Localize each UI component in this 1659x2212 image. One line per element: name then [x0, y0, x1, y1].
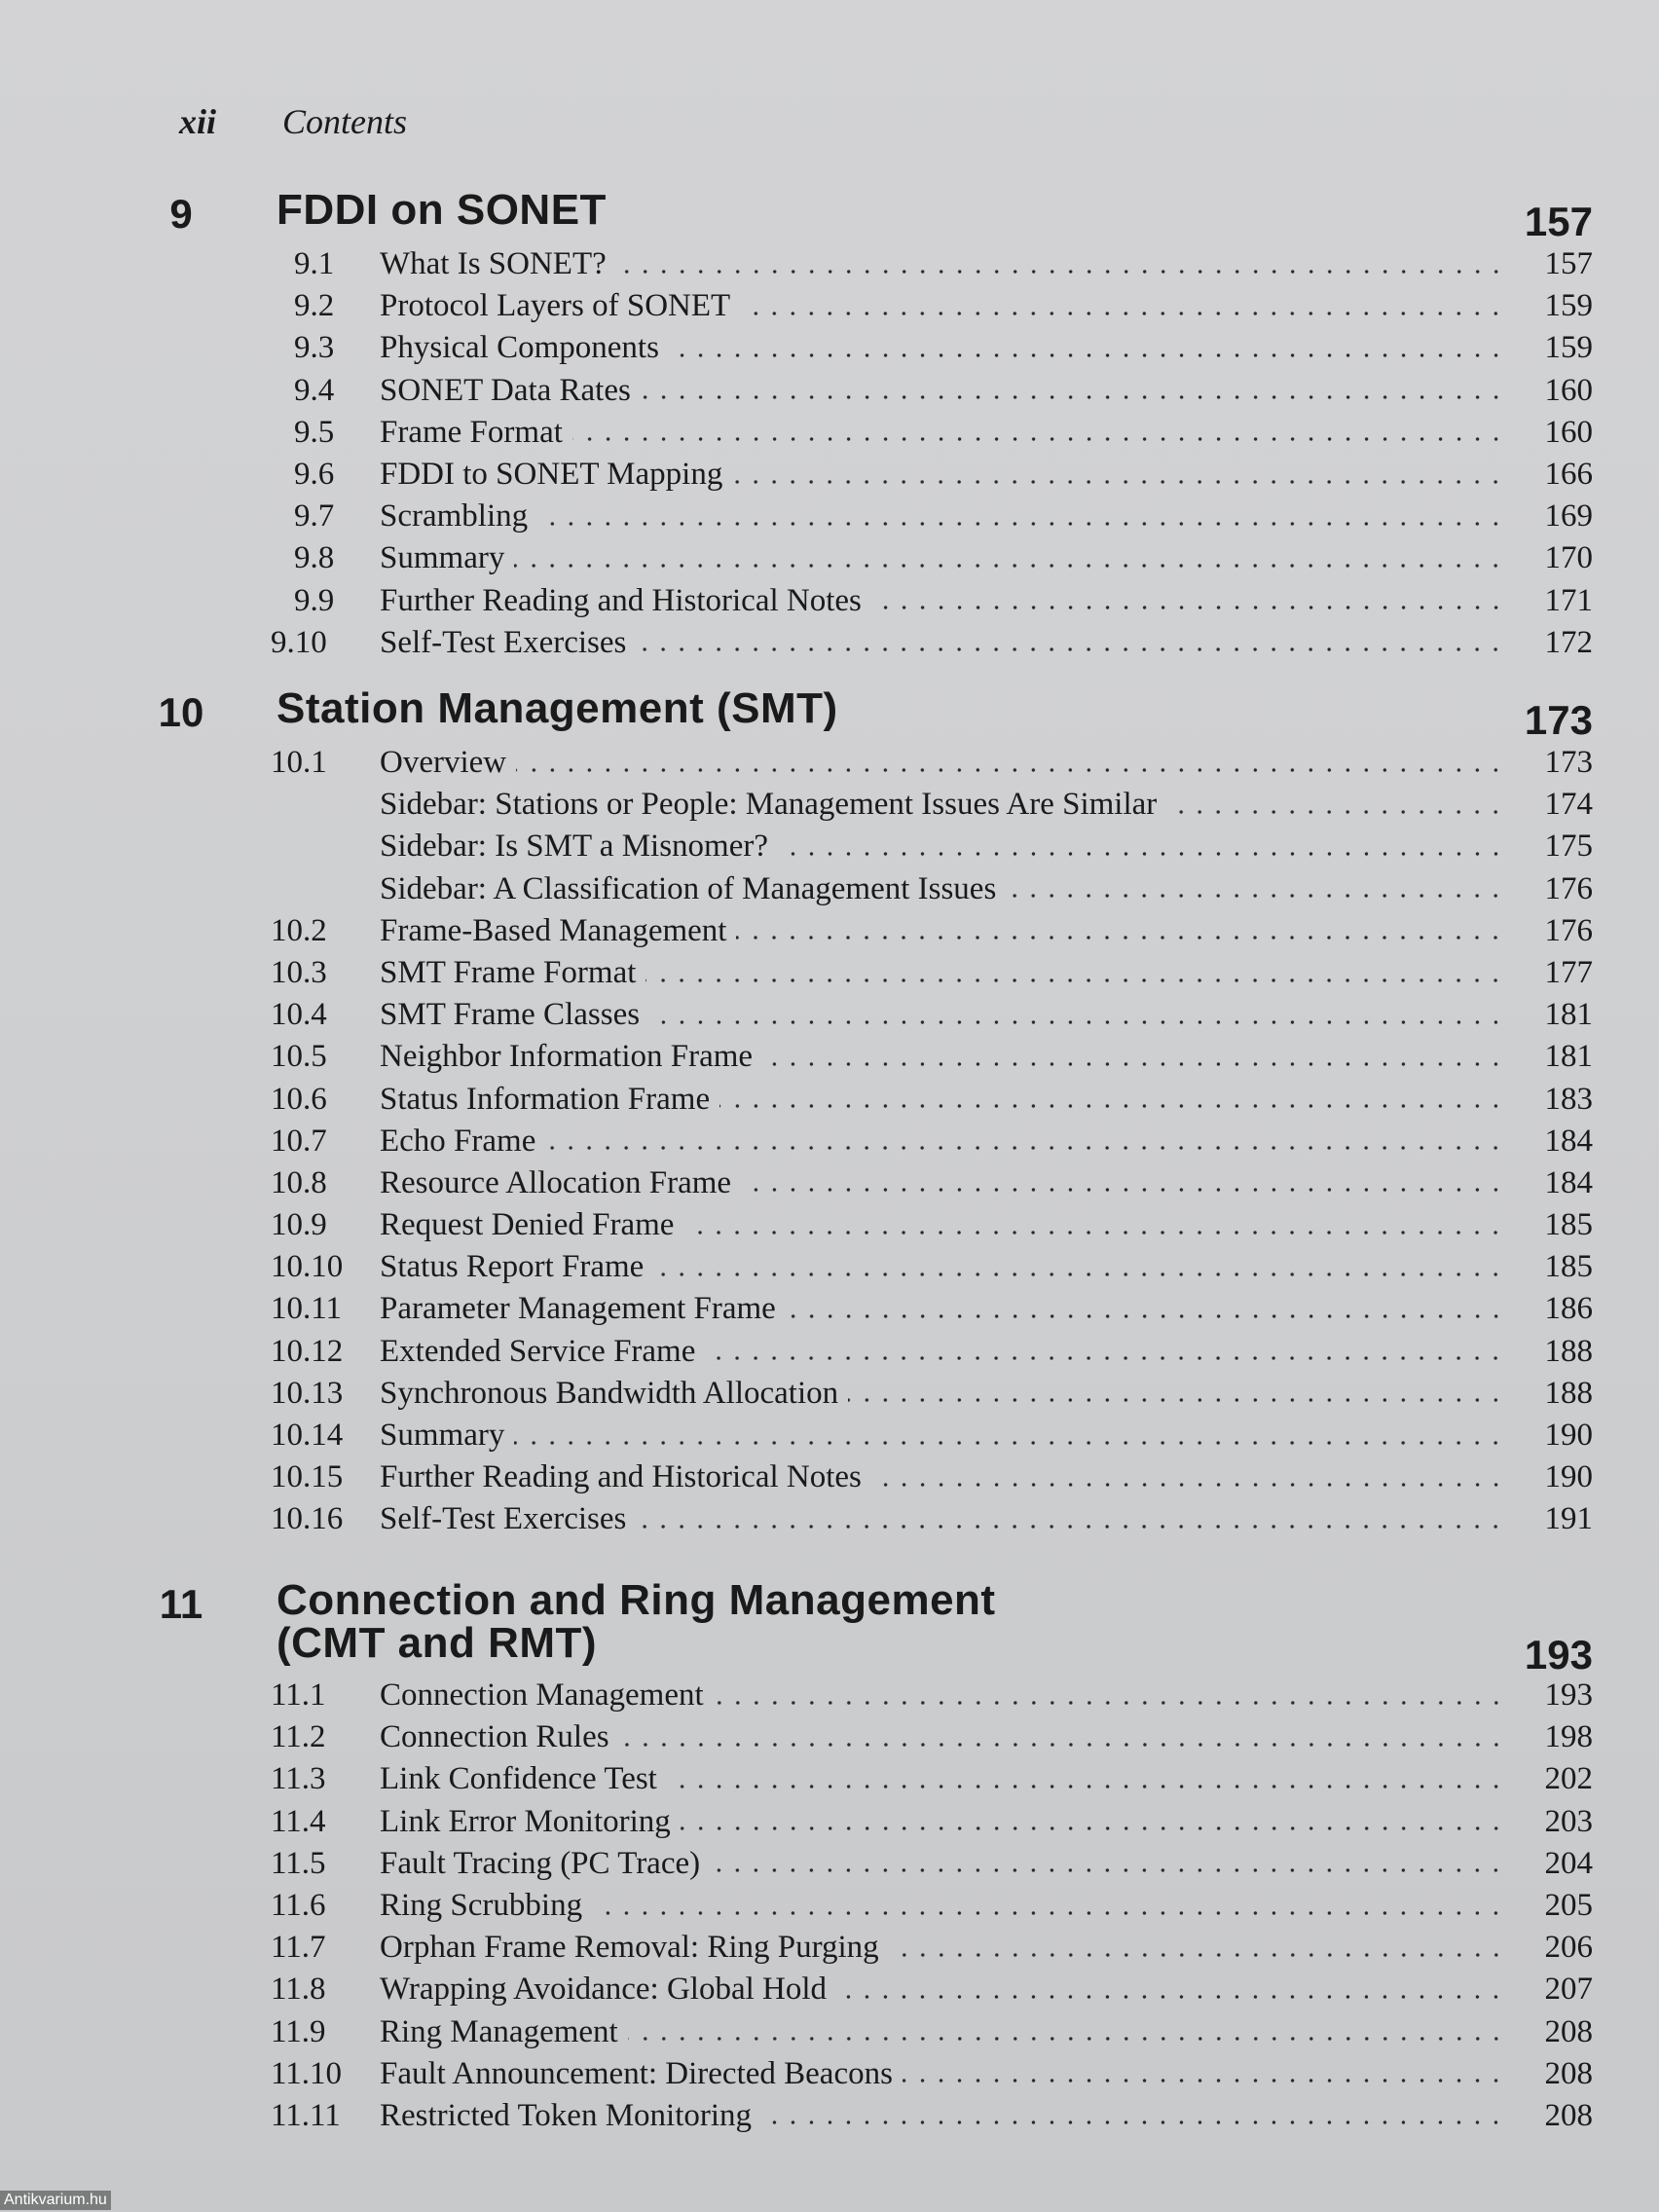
section-number: 9.7 — [294, 498, 335, 535]
dot-leader — [516, 768, 1505, 772]
dot-leader — [616, 270, 1505, 274]
toc-entry — [0, 910, 1659, 952]
section-title: Summary — [380, 1418, 505, 1453]
section-title: Self-Test Exercises — [380, 1501, 627, 1537]
dot-leader — [645, 978, 1505, 982]
toc-entry — [0, 580, 1659, 622]
toc-entry — [0, 1885, 1659, 1927]
section-page-number: 185 — [1544, 1207, 1593, 1243]
section-number: 10.8 — [271, 1164, 327, 1200]
section-number: 11.8 — [271, 1972, 326, 2008]
section-page-number: 188 — [1544, 1333, 1593, 1369]
chapter-entries — [0, 1675, 1659, 2137]
entry-line — [380, 868, 1593, 910]
toc-entry — [0, 537, 1659, 579]
section-number: 11.2 — [271, 1719, 326, 1755]
dot-leader — [786, 1314, 1505, 1318]
entry-line — [380, 952, 1593, 994]
section-page-number: 186 — [1544, 1291, 1593, 1327]
toc-entry — [0, 1288, 1659, 1330]
section-number: 9.8 — [294, 540, 335, 576]
dot-leader — [1006, 894, 1505, 898]
section-title: Resource Allocation Frame — [380, 1164, 732, 1200]
section-title: Fault Tracing (PC Trace) — [380, 1845, 701, 1881]
entry-line — [380, 2053, 1593, 2095]
toc-entry — [0, 243, 1659, 285]
section-number: 11.3 — [271, 1761, 326, 1797]
section-title: Restricted Token Monitoring — [380, 2097, 753, 2133]
dot-leader — [683, 1231, 1505, 1235]
section-page-number: 207 — [1544, 1972, 1593, 2008]
section-number: 10.14 — [271, 1418, 344, 1453]
section-title: Extended Service Frame — [380, 1333, 696, 1369]
toc-entry — [0, 327, 1659, 369]
section-number: 10.2 — [271, 912, 327, 948]
entry-line — [380, 1927, 1593, 1969]
toc-entry — [0, 1331, 1659, 1373]
section-number: 9.10 — [271, 624, 327, 660]
toc-entry — [0, 412, 1659, 454]
section-page-number: 202 — [1544, 1761, 1593, 1797]
entry-line — [380, 622, 1593, 664]
section-number: 10.15 — [271, 1459, 344, 1495]
dot-leader — [514, 564, 1505, 568]
section-number: 9.2 — [294, 288, 335, 324]
watermark: Antikvarium.hu — [0, 2191, 111, 2210]
entry-line — [380, 1885, 1593, 1927]
page-title: Contents — [282, 102, 408, 141]
entry-line — [380, 1079, 1593, 1121]
entry-line — [380, 910, 1593, 952]
section-number: 9.1 — [294, 246, 335, 281]
entry-line — [380, 412, 1593, 454]
chapter-entries — [0, 243, 1659, 664]
dot-leader — [649, 1020, 1505, 1024]
entry-line — [380, 1036, 1593, 1078]
dot-leader — [619, 1743, 1505, 1747]
toc-entry — [0, 1456, 1659, 1498]
entry-line — [380, 1801, 1593, 1843]
section-page-number: 169 — [1544, 498, 1593, 535]
section-number: 9.4 — [294, 372, 335, 408]
dot-leader — [836, 1995, 1505, 1999]
section-number: 11.9 — [271, 2013, 326, 2049]
section-title: Scrambling — [380, 498, 529, 535]
section-page-number: 157 — [1544, 246, 1593, 281]
entry-line — [380, 1204, 1593, 1246]
dot-leader — [705, 1356, 1505, 1360]
dot-leader — [537, 522, 1505, 526]
toc-entry — [0, 1927, 1659, 1969]
entry-line — [380, 1415, 1593, 1456]
entry-line — [380, 994, 1593, 1036]
entry-line — [380, 243, 1593, 285]
section-page-number: 177 — [1544, 954, 1593, 990]
toc-entry — [0, 868, 1659, 910]
dot-leader — [641, 395, 1505, 399]
entry-line — [380, 496, 1593, 537]
toc-entry — [0, 1801, 1659, 1843]
section-page-number: 160 — [1544, 414, 1593, 450]
entry-line — [380, 1456, 1593, 1498]
dot-leader — [514, 1441, 1505, 1445]
section-title: SMT Frame Format — [380, 954, 637, 990]
section-number: 11.11 — [271, 2097, 341, 2133]
entry-line — [380, 1498, 1593, 1540]
toc-entry — [0, 1969, 1659, 2010]
dot-leader — [628, 2037, 1505, 2041]
section-page-number: 160 — [1544, 372, 1593, 408]
toc-entry — [0, 1498, 1659, 1540]
section-number: 10.1 — [271, 745, 327, 780]
section-title: FDDI to SONET Mapping — [380, 456, 723, 492]
section-title: Self-Test Exercises — [380, 624, 627, 660]
dot-leader — [871, 606, 1505, 609]
section-page-number: 208 — [1544, 2055, 1593, 2091]
section-title: Request Denied Frame — [380, 1207, 675, 1243]
section-number: 9.6 — [294, 456, 335, 492]
section-title: Sidebar: Stations or People: Management Issues Are Similar — [380, 787, 1158, 823]
section-page-number: 184 — [1544, 1164, 1593, 1200]
toc-entry — [0, 1758, 1659, 1800]
toc-entry — [0, 1246, 1659, 1288]
toc-entry — [0, 2011, 1659, 2053]
toc-entry — [0, 1079, 1659, 1121]
entry-line — [380, 454, 1593, 496]
section-number: 10.12 — [271, 1333, 344, 1369]
section-number: 11.7 — [271, 1930, 326, 1966]
entry-line — [380, 2095, 1593, 2137]
section-page-number: 171 — [1544, 582, 1593, 618]
toc-entry — [0, 1716, 1659, 1758]
section-title: Orphan Frame Removal: Ring Purging — [380, 1930, 879, 1966]
section-page-number: 205 — [1544, 1887, 1593, 1923]
dot-leader — [545, 1146, 1505, 1150]
toc-entry — [0, 454, 1659, 496]
section-number: 11.6 — [271, 1887, 326, 1923]
section-number: 10.16 — [271, 1501, 344, 1537]
section-page-number: 208 — [1544, 2013, 1593, 2049]
entry-line — [380, 1331, 1593, 1373]
dot-leader — [714, 1701, 1505, 1705]
dot-leader — [762, 1062, 1505, 1066]
section-title: Further Reading and Historical Notes — [380, 1459, 862, 1495]
section-page-number: 193 — [1544, 1677, 1593, 1713]
toc-entry — [0, 1675, 1659, 1716]
section-title: Overview — [380, 745, 507, 780]
section-page-number: 166 — [1544, 456, 1593, 492]
dot-leader — [741, 1188, 1505, 1192]
section-title: Summary — [380, 540, 505, 576]
entry-line — [380, 1121, 1593, 1162]
section-title: Ring Management — [380, 2013, 618, 2049]
dot-leader — [719, 1104, 1505, 1108]
section-page-number: 184 — [1544, 1123, 1593, 1159]
section-page-number: 176 — [1544, 870, 1593, 906]
chapter-page-number: 193 — [1524, 1632, 1593, 1677]
section-number: 9.3 — [294, 330, 335, 366]
dot-leader — [681, 1826, 1505, 1830]
dot-leader — [871, 1483, 1505, 1487]
chapter-entries — [0, 742, 1659, 1541]
dot-leader — [761, 2120, 1505, 2124]
section-title: SMT Frame Classes — [380, 997, 641, 1033]
dot-leader — [653, 1272, 1505, 1276]
section-page-number: 183 — [1544, 1081, 1593, 1117]
entry-line — [380, 537, 1593, 579]
section-page-number: 188 — [1544, 1375, 1593, 1411]
section-number: 11.5 — [271, 1845, 326, 1881]
section-title: Wrapping Avoidance: Global Hold — [380, 1972, 828, 2008]
section-title: Parameter Management Frame — [380, 1291, 776, 1327]
section-title: Ring Scrubbing — [380, 1887, 583, 1923]
toc-entry — [0, 994, 1659, 1036]
dot-leader — [636, 647, 1505, 651]
section-page-number: 191 — [1544, 1501, 1593, 1537]
entry-line — [380, 1373, 1593, 1415]
section-page-number: 170 — [1544, 540, 1593, 576]
entry-line — [380, 1716, 1593, 1758]
page-number: xii — [179, 102, 217, 141]
section-page-number: 204 — [1544, 1845, 1593, 1881]
entry-line — [380, 580, 1593, 622]
entry-line — [380, 1675, 1593, 1716]
section-page-number: 208 — [1544, 2097, 1593, 2133]
chapter-number: 11 — [159, 1581, 203, 1627]
entry-line — [380, 370, 1593, 412]
section-title: Frame Format — [380, 414, 563, 450]
toc-entry — [0, 1036, 1659, 1078]
section-title: Sidebar: Is SMT a Misnomer? — [380, 829, 769, 865]
section-title: Protocol Layers of SONET — [380, 288, 731, 324]
toc-entry — [0, 1843, 1659, 1885]
dot-leader — [572, 437, 1505, 441]
dot-leader — [667, 1785, 1505, 1788]
section-page-number: 173 — [1544, 745, 1593, 780]
toc-entry — [0, 1373, 1659, 1415]
toc-entry — [0, 952, 1659, 994]
section-page-number: 190 — [1544, 1459, 1593, 1495]
toc-entry — [0, 1415, 1659, 1456]
section-page-number: 176 — [1544, 912, 1593, 948]
section-number: 10.13 — [271, 1375, 344, 1411]
entry-line — [380, 826, 1593, 867]
dot-leader — [736, 936, 1505, 940]
section-title: Link Confidence Test — [380, 1761, 657, 1797]
toc-entry — [0, 1121, 1659, 1162]
section-number: 10.9 — [271, 1207, 327, 1243]
section-page-number: 159 — [1544, 330, 1593, 366]
section-number: 11.1 — [271, 1677, 326, 1713]
section-number: 11.10 — [271, 2055, 343, 2091]
toc-entry — [0, 370, 1659, 412]
toc-entry — [0, 285, 1659, 327]
dot-leader — [636, 1525, 1505, 1529]
section-page-number: 203 — [1544, 1803, 1593, 1839]
entry-line — [380, 1758, 1593, 1800]
toc-entry — [0, 496, 1659, 537]
section-title: Status Information Frame — [380, 1081, 711, 1117]
section-number: 10.4 — [271, 997, 327, 1033]
dot-leader — [1166, 810, 1505, 814]
entry-line — [380, 2011, 1593, 2053]
chapter-page-number: 157 — [1524, 199, 1593, 244]
dot-leader — [903, 2079, 1505, 2083]
section-number: 10.10 — [271, 1249, 344, 1285]
section-title: Frame-Based Management — [380, 912, 727, 948]
section-number: 9.5 — [294, 414, 335, 450]
dot-leader — [778, 852, 1505, 856]
chapter-title: Station Management (SMT) — [276, 684, 838, 732]
section-title: What Is SONET? — [380, 246, 607, 281]
section-number: 9.9 — [294, 582, 335, 618]
section-page-number: 198 — [1544, 1719, 1593, 1755]
chapter-title: Connection and Ring Management — [276, 1576, 996, 1624]
section-title: Physical Components — [380, 330, 659, 366]
section-page-number: 185 — [1544, 1249, 1593, 1285]
section-title: Further Reading and Historical Notes — [380, 582, 862, 618]
toc-entry — [0, 622, 1659, 664]
entry-line — [380, 742, 1593, 784]
entry-line — [380, 1288, 1593, 1330]
entry-line — [380, 327, 1593, 369]
chapter-title: FDDI on SONET — [276, 186, 607, 234]
entry-line — [380, 285, 1593, 327]
entry-line — [380, 1162, 1593, 1204]
chapter-number: 9 — [169, 191, 193, 237]
section-number: 10.11 — [271, 1291, 343, 1327]
section-title: Sidebar: A Classification of Management Issues — [380, 870, 997, 906]
dot-leader — [669, 353, 1505, 357]
toc-entry — [0, 1162, 1659, 1204]
toc-entry — [0, 826, 1659, 867]
entry-line — [380, 1843, 1593, 1885]
toc-entry — [0, 2095, 1659, 2137]
toc-entry — [0, 742, 1659, 784]
section-number: 10.5 — [271, 1039, 327, 1075]
entry-line — [380, 784, 1593, 826]
section-number: 10.6 — [271, 1081, 327, 1117]
chapter-number: 10 — [158, 689, 204, 735]
dot-leader — [732, 480, 1505, 484]
dot-leader — [592, 1911, 1505, 1915]
running-head — [179, 101, 408, 142]
section-number: 10.3 — [271, 954, 327, 990]
section-title: Echo Frame — [380, 1123, 536, 1159]
toc-entry — [0, 784, 1659, 826]
section-page-number: 181 — [1544, 1039, 1593, 1075]
chapter-title: (CMT and RMT) — [276, 1619, 598, 1667]
entry-line — [380, 1246, 1593, 1288]
chapter-page-number: 173 — [1524, 697, 1593, 743]
section-title: Fault Announcement: Directed Beacons — [380, 2055, 893, 2091]
section-page-number: 190 — [1544, 1418, 1593, 1453]
section-number: 11.4 — [271, 1803, 326, 1839]
section-page-number: 159 — [1544, 288, 1593, 324]
section-title: Connection Rules — [380, 1719, 609, 1755]
section-title: Link Error Monitoring — [380, 1803, 671, 1839]
section-title: SONET Data Rates — [380, 372, 631, 408]
section-title: Synchronous Bandwidth Allocation — [380, 1375, 839, 1411]
section-title: Connection Management — [380, 1677, 704, 1713]
section-page-number: 181 — [1544, 997, 1593, 1033]
section-page-number: 174 — [1544, 787, 1593, 823]
section-page-number: 206 — [1544, 1930, 1593, 1966]
section-title: Neighbor Information Frame — [380, 1039, 754, 1075]
section-page-number: 175 — [1544, 829, 1593, 865]
section-title: Status Report Frame — [380, 1249, 645, 1285]
section-page-number: 172 — [1544, 624, 1593, 660]
dot-leader — [740, 312, 1505, 315]
dot-leader — [889, 1953, 1505, 1957]
toc-entry — [0, 1204, 1659, 1246]
section-number: 10.7 — [271, 1123, 327, 1159]
dot-leader — [848, 1398, 1505, 1402]
toc-entry — [0, 2053, 1659, 2095]
entry-line — [380, 1969, 1593, 2010]
dot-leader — [710, 1868, 1505, 1872]
